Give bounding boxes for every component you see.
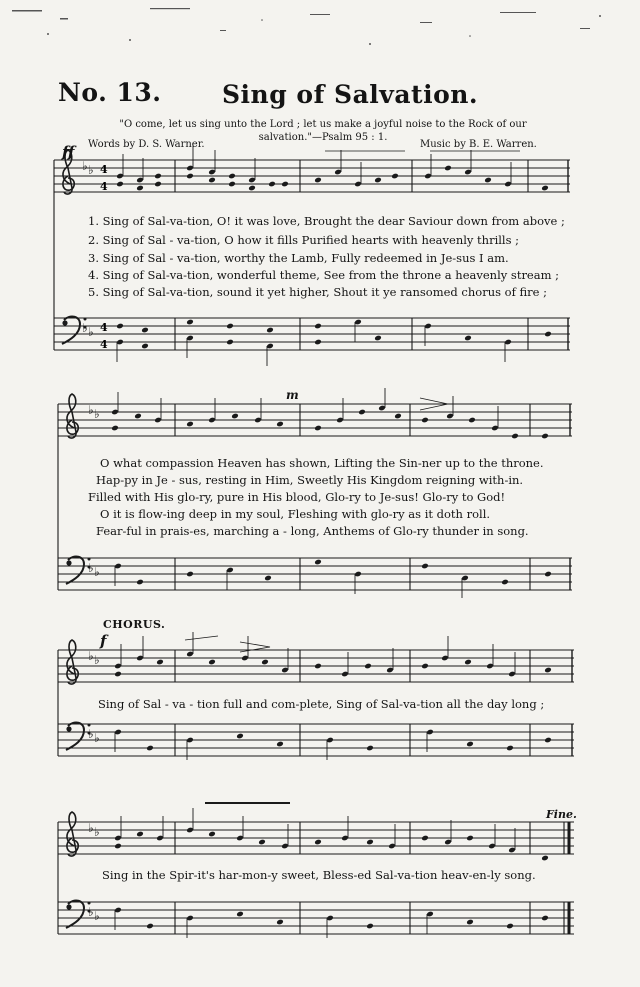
dynamic-forte: f [100, 632, 107, 650]
verse-3-line-2: Filled with His glo-ry, pure in His blood, Glo-ry to Je-sus! Glo-ry to God! [88, 490, 506, 504]
verse-1-line-2: O what compassion Heaven has shown, Lifting the Sin-ner up to the throne. [100, 456, 544, 470]
svg-text:♭: ♭ [88, 727, 94, 741]
hymn-number: No. 13. [58, 78, 162, 107]
svg-text:♭: ♭ [88, 561, 94, 575]
svg-text:♭: ♭ [94, 565, 100, 579]
verse-2-line-1: 2. Sing of Sal - va-tion, O how it fills Purified hearts with heavenly thrills ; [88, 233, 520, 247]
dynamic-fortissimo: ff [62, 143, 75, 161]
chorus-line-1: Sing of Sal - va - tion full and com-plete, Sing of Sal-va-tion all the day long ; [98, 697, 545, 711]
fine-marker: Fine. [546, 808, 577, 821]
svg-text:♭: ♭ [88, 163, 94, 177]
svg-text:♭: ♭ [82, 159, 88, 173]
svg-text:♭: ♭ [88, 649, 94, 663]
svg-text:♭: ♭ [94, 653, 100, 667]
svg-text:4: 4 [100, 321, 108, 334]
verse-4-line-1: 4. Sing of Sal-va-tion, wonderful theme, See from the throne a heavenly stream ; [88, 268, 560, 282]
verse-2-line-2: Hap-py in Je - sus, resting in Him, Sweetly His Kingdom reigning with-in. [96, 473, 524, 487]
music-credit: Music by B. E. Warren. [420, 139, 537, 150]
verse-5-line-2: Fear-ful in prais-es, marching a - long, Anthems of Glo-ry thunder in song. [96, 524, 529, 538]
verse-5-line-1: 5. Sing of Sal-va-tion, sound it yet higher, Shout it ye ransomed chorus of fire ; [88, 285, 548, 299]
chorus-label: CHORUS. [103, 618, 166, 631]
scripture-epigraph: "O come, let us sing unto the Lord ; let us make a joyful noise to the Rock of our salvation."—Psalm 95 : 1. [119, 119, 527, 143]
svg-text:♭: ♭ [94, 909, 100, 923]
verse-3-line-1: 3. Sing of Sal - va-tion, worthy the Lamb, Fully redeemed in Je-sus I am. [88, 251, 509, 265]
system-3 [58, 632, 574, 760]
svg-text:♭: ♭ [94, 407, 100, 421]
svg-text:4: 4 [100, 338, 108, 351]
hymn-title: Sing of Salvation. [222, 80, 479, 109]
verse-4-line-2: O it is flow-ing deep in my soul, Fleshing with glo-ry as it doth roll. [100, 507, 491, 521]
chorus-line-2: Sing in the Spir-it's har-mon-y sweet, Bless-ed Sal-va-tion heav-en-ly song. [102, 868, 536, 882]
svg-text:♭: ♭ [94, 825, 100, 839]
svg-text:4: 4 [100, 163, 108, 176]
dynamic-mezzo: m [286, 388, 299, 402]
svg-text:♭: ♭ [88, 325, 94, 339]
svg-text:♭: ♭ [88, 403, 94, 417]
svg-text:♭: ♭ [88, 821, 94, 835]
words-credit: Words by D. S. Warner. [88, 139, 205, 150]
svg-text:♭: ♭ [88, 905, 94, 919]
svg-text:♭: ♭ [82, 321, 88, 335]
verse-1-line-1: 1. Sing of Sal-va-tion, O! it was love, Brought the dear Saviour down from above ; [88, 214, 565, 228]
scan-speckle [0, 0, 640, 60]
svg-text:4: 4 [100, 180, 108, 193]
svg-text:♭: ♭ [94, 731, 100, 745]
